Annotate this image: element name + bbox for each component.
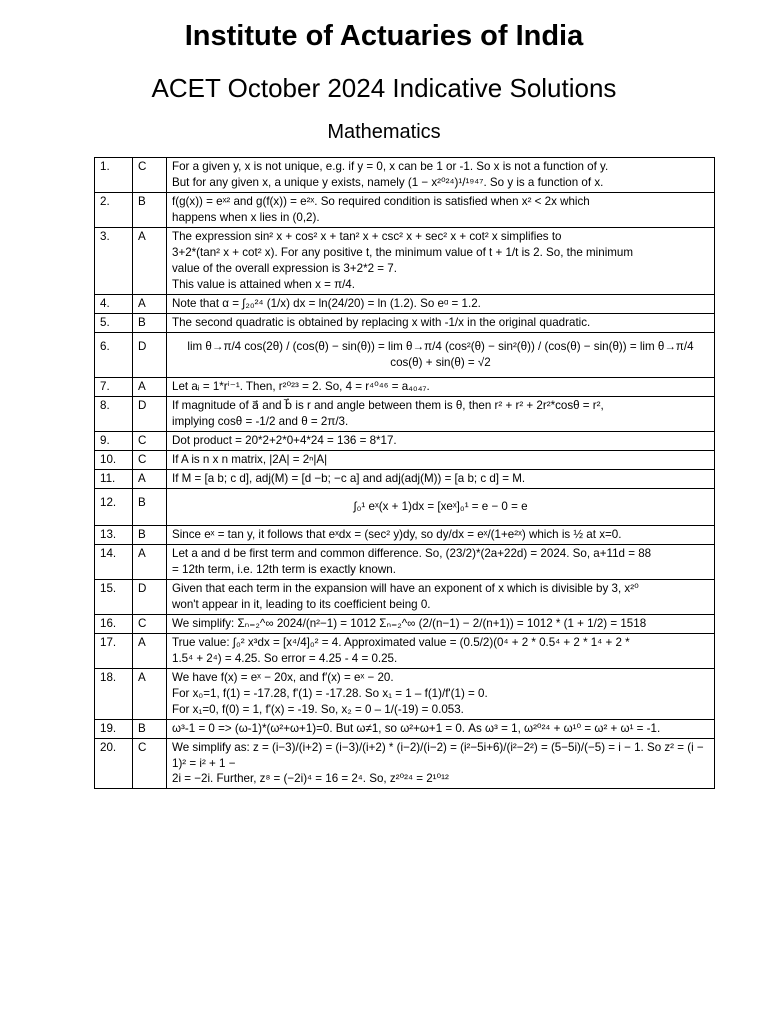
solution-text <box>167 719 715 738</box>
solution-row <box>95 579 715 614</box>
solution-line: ω³-1 = 0 => (ω-1)*(ω²+ω+1)=0. But ω≠1, so ω²+ω+1 = 0. As ω³ = 1, ω²⁰²⁴ + ω¹⁰ = ω² + ω¹ = -1. <box>172 721 661 735</box>
document-title: Institute of Actuaries of India <box>184 20 584 52</box>
solution-text <box>167 431 715 450</box>
answer-option: A <box>133 469 167 488</box>
solution-line: = 12th term, i.e. 12th term is exactly known. <box>172 562 396 576</box>
answer-option: C <box>133 738 167 789</box>
solution-row <box>95 469 715 488</box>
solution-line: We simplify: Σₙ₌₂^∞ 2024/(n²−1) = 1012 Σₙ₌₂^∞ (2/(n−1) − 2/(n+1)) = 1012 * (1 + 1/2) = 1518 <box>172 616 647 630</box>
question-number: 16. <box>95 614 133 633</box>
solution-row <box>95 544 715 579</box>
answer-option: C <box>133 431 167 450</box>
question-number: 15. <box>95 579 133 614</box>
solution-line: For x₀=1, f(1) = -17.28, f'(1) = -17.28. So x₁ = 1 – f(1)/f'(1) = 0. <box>172 686 488 700</box>
solution-text <box>167 227 715 294</box>
solution-line: The expression sin² x + cos² x + tan² x + csc² x + sec² x + cot² x simplifies to <box>172 229 562 243</box>
answer-option: B <box>133 313 167 332</box>
solution-line: But for any given x, a unique y exists, namely (1 − x²⁰²⁴)¹/¹⁹⁴⁷. So y is a function of x. <box>172 175 604 189</box>
answer-option: B <box>133 719 167 738</box>
solution-line: For x₁=0, f(0) = 1, f'(x) = -19. So, x₂ = 0 – 1/(-19) = 0.053. <box>172 702 464 716</box>
solution-line: If magnitude of a⃗ and b⃗ is r and angle between them is θ, then r² + r² + 2r²*cosθ = r², <box>172 398 604 412</box>
answer-option: A <box>133 377 167 396</box>
solution-line: value of the overall expression is 3+2*2 = 7. <box>172 261 397 275</box>
solution-line: We have f(x) = eˣ − 20x, and f′(x) = eˣ − 20. <box>172 670 394 684</box>
question-number: 2. <box>95 192 133 227</box>
solution-line: For a given y, x is not unique, e.g. if y = 0, x can be 1 or -1. So x is not a function of y. <box>172 160 609 173</box>
solution-text <box>167 192 715 227</box>
solution-row <box>95 294 715 313</box>
solution-line: won't appear in it, leading to its coefficient being 0. <box>172 597 431 611</box>
solution-row <box>95 738 715 789</box>
solution-text <box>167 668 715 719</box>
solution-line: lim θ→π/4 cos(2θ) / (cos(θ) − sin(θ)) = lim θ→π/4 (cos²(θ) − sin²(θ)) / (cos(θ) − sin(θ)) = lim θ→π/4 cos(θ) + sin(θ) = √2 <box>187 339 694 369</box>
solution-text <box>167 396 715 431</box>
solution-line: Since eˣ = tan y, it follows that eˣdx = (sec² y)dy, so dy/dx = eˣ/(1+e²ˣ) which is ½ at x=0. <box>172 527 622 541</box>
answer-option: A <box>133 668 167 719</box>
question-number: 19. <box>95 719 133 738</box>
solution-line: If A is n x n matrix, |2A| = 2ⁿ|A| <box>172 452 328 466</box>
answer-option: C <box>133 158 167 193</box>
solution-text <box>167 377 715 396</box>
section-heading: Mathematics <box>327 121 441 143</box>
solution-line: True value: ∫₀² x³dx = [x⁴/4]₀² = 4. Approximated value = (0.5/2)(0⁴ + 2 * 0.5⁴ + 2 * 1⁴ + 2 * <box>172 635 630 649</box>
solution-line: happens when x lies in (0,2). <box>172 210 320 224</box>
answer-option: A <box>133 544 167 579</box>
solution-row <box>95 377 715 396</box>
answer-option: D <box>133 579 167 614</box>
solution-text <box>167 525 715 544</box>
answer-option: B <box>133 525 167 544</box>
solutions-table <box>94 157 715 789</box>
solution-line: Given that each term in the expansion will have an exponent of x which is divisible by 3, x²⁰ <box>172 581 639 595</box>
answer-option: A <box>133 633 167 668</box>
solution-row <box>95 158 715 193</box>
solution-row <box>95 525 715 544</box>
solution-line: Dot product = 20*2+2*0+4*24 = 136 = 8*17. <box>172 433 397 447</box>
solution-row <box>95 332 715 377</box>
solution-line: This value is attained when x = π/4. <box>172 277 355 291</box>
solution-row <box>95 313 715 332</box>
solution-text <box>167 614 715 633</box>
solution-text <box>167 332 715 377</box>
question-number: 7. <box>95 377 133 396</box>
question-number: 9. <box>95 431 133 450</box>
answer-option: C <box>133 614 167 633</box>
solution-row <box>95 668 715 719</box>
solution-row <box>95 396 715 431</box>
question-number: 1. <box>95 158 133 193</box>
solution-line: Let aᵢ = 1*rⁱ⁻¹. Then, r²⁰²³ = 2. So, 4 = r⁴⁰⁴⁶ = a₄₀₄₇. <box>172 379 430 393</box>
solution-row <box>95 614 715 633</box>
solution-line: 1.5⁴ + 2⁴) = 4.25. So error = 4.25 - 4 = 0.25. <box>172 651 398 665</box>
solution-row <box>95 719 715 738</box>
question-number: 12. <box>95 488 133 525</box>
question-number: 5. <box>95 313 133 332</box>
question-number: 18. <box>95 668 133 719</box>
solution-line: Let a and d be first term and common difference. So, (23/2)*(2a+22d) = 2024. So, a+11d = 88 <box>172 546 652 560</box>
solution-text <box>167 450 715 469</box>
question-number: 4. <box>95 294 133 313</box>
solution-line: 3+2*(tan² x + cot² x). For any positive t, the minimum value of t + 1/t is 2. So, the minimum <box>172 245 634 259</box>
solution-row <box>95 488 715 525</box>
solution-text <box>167 488 715 525</box>
answer-option: A <box>133 227 167 294</box>
question-number: 13. <box>95 525 133 544</box>
solution-text <box>167 544 715 579</box>
solution-text <box>167 738 715 789</box>
question-number: 14. <box>95 544 133 579</box>
solution-text <box>167 469 715 488</box>
solution-line: We simplify as: z = (i−3)/(i+2) = (i−3)/(i+2) * (i−2)/(i−2) = (i²−5i+6)/(i²−2²) = (5−5i)/(−5) = i − 1. So z² = (i − 1)² = i² + 1 − <box>172 740 704 770</box>
solution-line: The second quadratic is obtained by replacing x with -1/x in the original quadratic. <box>172 315 591 329</box>
solution-text <box>167 294 715 313</box>
question-number: 17. <box>95 633 133 668</box>
answer-option: B <box>133 488 167 525</box>
question-number: 20. <box>95 738 133 789</box>
solution-text <box>167 579 715 614</box>
solution-row <box>95 431 715 450</box>
question-number: 3. <box>95 227 133 294</box>
solution-row <box>95 633 715 668</box>
solution-row <box>95 227 715 294</box>
answer-option: B <box>133 192 167 227</box>
question-number: 6. <box>95 332 133 377</box>
solution-text <box>167 313 715 332</box>
question-number: 8. <box>95 396 133 431</box>
solution-line: f(g(x)) = eˣ² and g(f(x)) = e²ˣ. So required condition is satisfied when x² < 2x which <box>172 194 590 208</box>
question-number: 11. <box>95 469 133 488</box>
solution-line: ∫₀¹ eˣ(x + 1)dx = [xeˣ]₀¹ = e − 0 = e <box>353 499 528 513</box>
solution-line: Note that α = ∫₂₀²⁴ (1/x) dx = ln(24/20) = ln (1.2). So eᵅ = 1.2. <box>172 296 481 310</box>
solution-text <box>167 158 715 193</box>
solution-line: implying cosθ = -1/2 and θ = 2π/3. <box>172 414 349 428</box>
answer-option: D <box>133 396 167 431</box>
question-number: 10. <box>95 450 133 469</box>
answer-option: A <box>133 294 167 313</box>
solution-line: If M = [a b; c d], adj(M) = [d −b; −c a] and adj(adj(M)) = [a b; c d] = M. <box>172 471 526 485</box>
solution-line: 2i = −2i. Further, z⁸ = (−2i)⁴ = 16 = 2⁴. So, z²⁰²⁴ = 2¹⁰¹² <box>172 772 449 786</box>
solutions-table-body <box>95 158 715 789</box>
answer-option: C <box>133 450 167 469</box>
solution-text <box>167 633 715 668</box>
solution-row <box>95 450 715 469</box>
document-subtitle: ACET October 2024 Indicative Solutions <box>151 73 617 103</box>
solution-row <box>95 192 715 227</box>
answer-option: D <box>133 332 167 377</box>
